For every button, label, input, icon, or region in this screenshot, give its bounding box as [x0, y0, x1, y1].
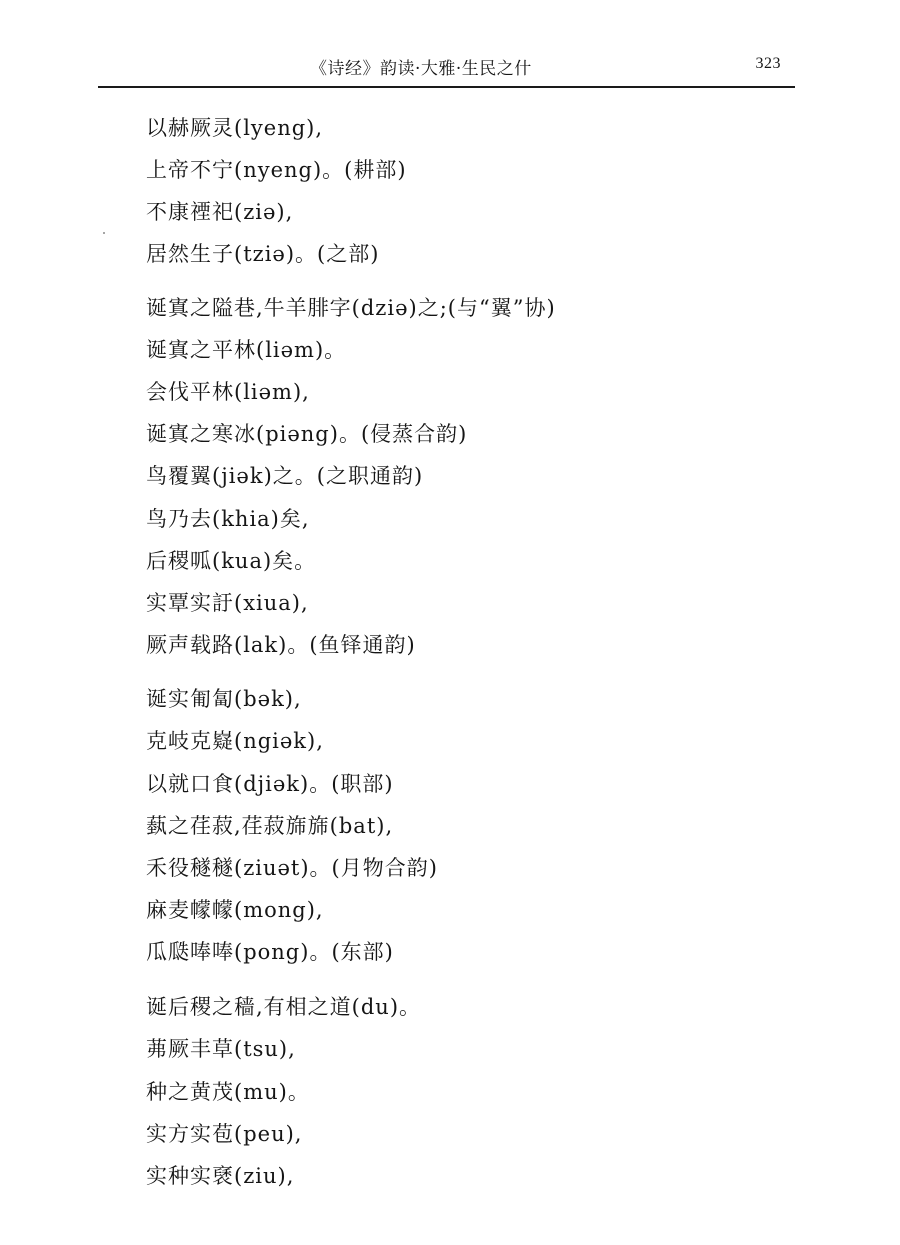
poem-line: 鸟覆翼(jiək)之。(之职通韵)	[146, 464, 424, 488]
poem-line: 实覃实訏(xiua),	[146, 591, 309, 615]
poem-line: 以赫厥灵(lyeng),	[146, 116, 324, 140]
poem-line: 克岐克嶷(ngiək),	[146, 729, 324, 753]
margin-speck	[103, 232, 105, 234]
poem-line: 上帝不宁(nyeng)。(耕部)	[146, 158, 407, 182]
poem-line: 实种实褎(ziu),	[146, 1164, 295, 1188]
poem-line: 蓺之荏菽,荏菽旆旆(bat),	[146, 814, 394, 838]
poem-line: 诞实匍匐(bək),	[146, 687, 302, 711]
poem-line: 厥声载路(lak)。(鱼铎通韵)	[146, 633, 416, 657]
poem-line: 诞后稷之穑,有相之道(du)。	[146, 995, 422, 1019]
poem-line: 诞寘之平林(liəm)。	[146, 338, 347, 362]
page-number: 323	[755, 55, 781, 72]
running-header	[98, 52, 795, 86]
poem-line: 不康禋祀(ziə),	[146, 200, 294, 224]
poem-line: 诞寘之寒冰(piəng)。(侵蒸合韵)	[146, 422, 468, 446]
header-title: 《诗经》韵读·大雅·生民之什	[310, 59, 532, 79]
poem-line: 会伐平林(liəm),	[146, 380, 310, 404]
poem-line: 以就口食(djiək)。(职部)	[146, 772, 394, 796]
poem-line: 禾役穟穟(ziuət)。(月物合韵)	[146, 856, 438, 880]
header-rule	[98, 86, 795, 88]
poem-line: 麻麦幪幪(mong),	[146, 898, 324, 922]
poem-line: 诞寘之隘巷,牛羊腓字(dziə)之;(与“翼”协)	[146, 296, 556, 320]
poem-line: 瓜瓞唪唪(pong)。(东部)	[146, 940, 394, 964]
poem-line: 鸟乃去(khia)矣,	[146, 507, 310, 531]
poem-line: 后稷呱(kua)矣。	[146, 549, 317, 573]
poem-line: 茀厥丰草(tsu),	[146, 1037, 296, 1061]
poem-line: 种之黄茂(mu)。	[146, 1080, 310, 1104]
poem-line: 实方实苞(peu),	[146, 1122, 303, 1146]
poem-line: 居然生子(tziə)。(之部)	[146, 242, 380, 266]
